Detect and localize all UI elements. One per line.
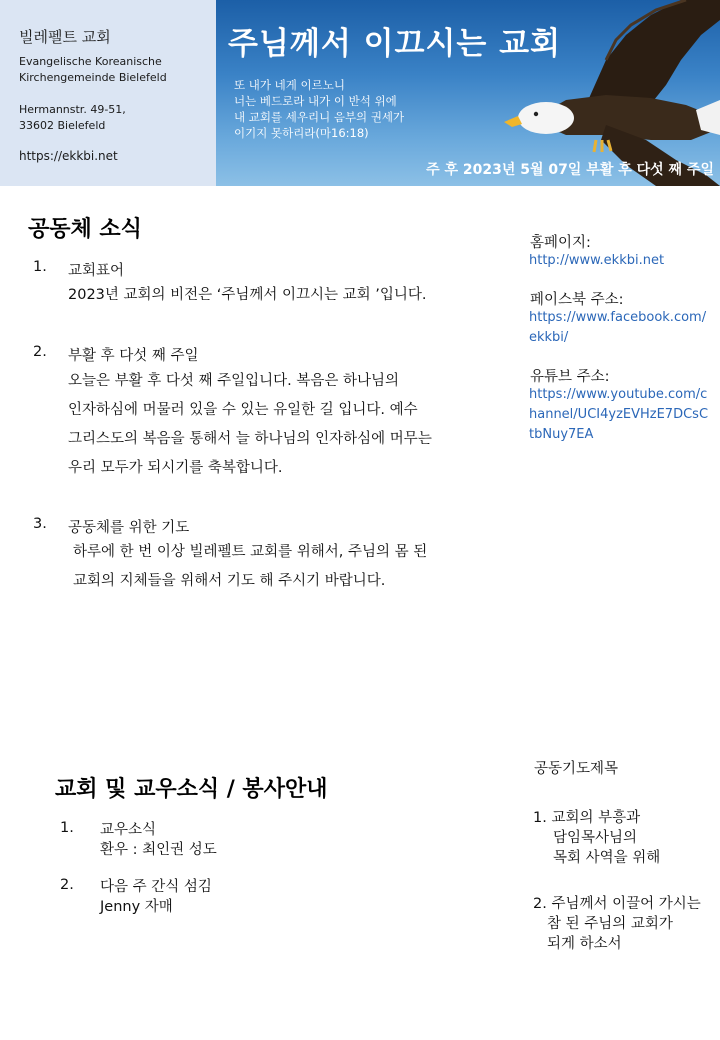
prayer-item-1 — [533, 808, 660, 868]
service-date: 주 후 2023년 5월 07일 부활 후 다섯 째 주일 — [426, 162, 714, 178]
org-name-line-2: Kirchengemeinde Bielefeld — [19, 71, 167, 84]
verse-line: 또 내가 네게 이르노니 — [234, 78, 345, 92]
church-news-title: 교회 및 교우소식 / 봉사안내 — [55, 777, 328, 802]
youtube-label: 유튜브 주소: — [530, 369, 610, 385]
body-line: 교회의 지체들을 위해서 기도 해 주시기 바랍니다. — [73, 573, 386, 589]
address-city: 33602 Bielefeld — [19, 119, 106, 132]
body-line: 그리스도의 복음을 통해서 늘 하나님의 인자하심에 머무는 — [68, 431, 432, 447]
body-line: 2023년 교회의 비전은 ‘주님께서 이끄시는 교회 ’입니다. — [68, 287, 427, 303]
item-number: 2. — [60, 877, 74, 893]
homepage-label: 홈페이지: — [530, 235, 591, 251]
address-street: Hermannstr. 49-51, — [19, 103, 126, 116]
body-line: 인자하심에 머물러 있을 수 있는 유일한 길 입니다. 예수 — [68, 402, 418, 418]
body-line: 우리 모두가 되시기를 축복합니다. — [68, 460, 283, 476]
church-info-panel — [0, 0, 216, 186]
news-line: Jenny 자매 — [100, 899, 173, 915]
news-line: 환우 : 최인권 성도 — [100, 842, 217, 858]
facebook-label: 페이스북 주소: — [530, 292, 624, 308]
prayer-item-2 — [533, 894, 701, 954]
address — [19, 102, 216, 134]
body-line: 오늘은 부활 후 다섯 째 주일입니다. 복음은 하나님의 — [68, 373, 400, 389]
prayer-line: 목회 사역을 위해 — [553, 850, 661, 866]
community-item-1-body — [68, 281, 427, 310]
eagle-banner — [216, 0, 720, 186]
item-label: 부활 후 다섯 째 주일 — [68, 348, 199, 364]
community-news-title: 공동체 소식 — [28, 217, 142, 242]
prayer-line: 2. 주님께서 이끌어 가시는 — [533, 896, 701, 912]
news-line: 다음 주 간식 섬김 — [100, 879, 212, 895]
banner-title: 주님께서 이끄시는 교회 — [228, 26, 562, 62]
scripture-verse — [234, 77, 404, 141]
homepage-link[interactable]: http://www.ekkbi.net — [529, 253, 665, 268]
prayer-line: 1. 교회의 부흥과 — [533, 810, 641, 826]
youtube-link[interactable]: https://www.youtube.com/channel/UCI4yzEVHzE7DCsCtbNuy7EA — [529, 387, 709, 442]
prayer-title: 공동기도제목 — [534, 761, 619, 777]
item-label: 교회표어 — [68, 263, 125, 279]
news-line: 교우소식 — [100, 822, 157, 838]
body-line: 하루에 한 번 이상 빌레펠트 교회를 위해서, 주님의 몸 된 — [73, 544, 428, 560]
verse-line: 내 교회를 세우리니 음부의 권세가 — [234, 110, 405, 124]
facebook-link[interactable]: https://www.facebook.com/ekkbi/ — [529, 310, 707, 345]
item-number: 1. — [33, 259, 47, 275]
prayer-line: 참 된 주님의 교회가 — [547, 916, 673, 932]
bulletin-header — [0, 0, 720, 186]
item-number: 3. — [33, 516, 47, 532]
news-item-text — [100, 820, 217, 860]
item-label: 공동체를 위한 기도 — [68, 520, 190, 536]
org-name-line-1: Evangelische Koreanische — [19, 55, 162, 68]
community-item-2-body — [68, 367, 432, 483]
prayer-line: 담임목사님의 — [553, 830, 638, 846]
community-item-3-body — [73, 538, 427, 596]
verse-line: 이기지 못하리라(마16:18) — [234, 126, 369, 140]
prayer-line: 되게 하소서 — [547, 936, 622, 952]
website-text: https://ekkbi.net — [19, 149, 118, 163]
item-number: 2. — [33, 344, 47, 360]
verse-line: 너는 베드로라 내가 이 반석 위에 — [234, 94, 397, 108]
church-name: 빌레펠트 교회 — [19, 28, 111, 46]
item-number: 1. — [60, 820, 74, 836]
news-item-text — [100, 877, 212, 917]
